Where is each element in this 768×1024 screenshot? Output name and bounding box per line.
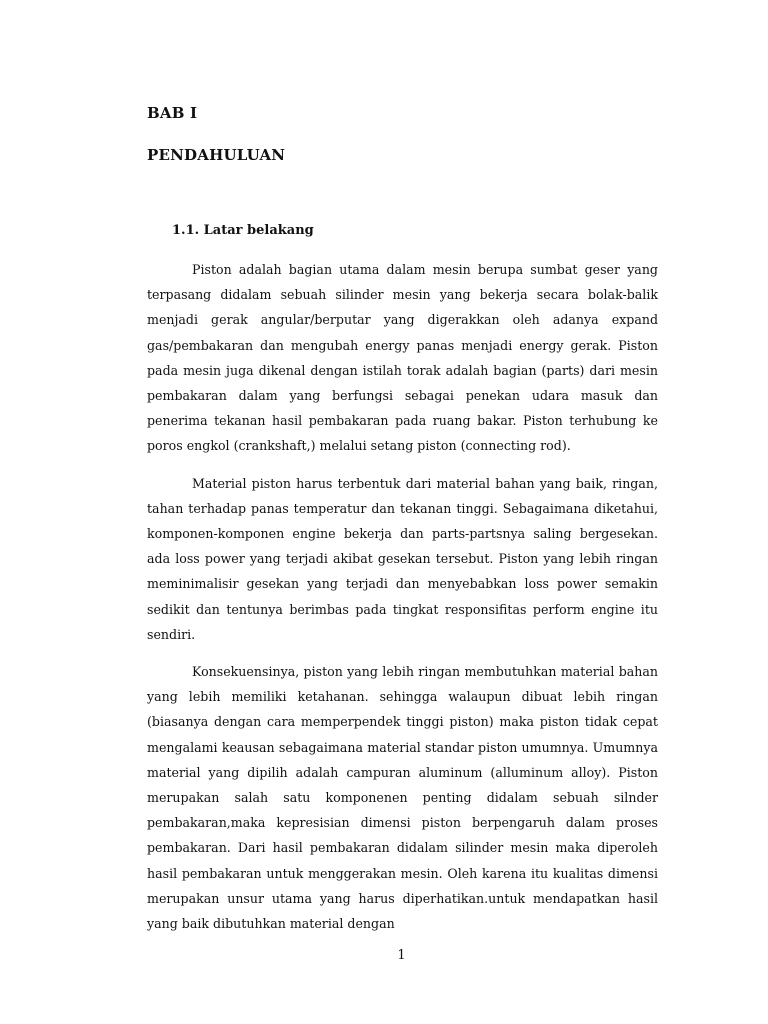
paragraph-piston-material: Material piston harus terbentuk dari material bahan yang baik, ringan, tahan terhadap panas temperatur dan tekanan tinggi. Sebagaimana diketahui, komponen-komponen engine bekerja dan parts-partsnya saling bergesekan. ada loss power yang terjadi akibat gesekan tersebut. Piston yang lebih ringan meminimalisir gesekan yang terjadi dan menyebabkan loss power semakin sedikit dan tentunya berimbas pada tingkat responsifitas perform engine itu sendiri.	[147, 475, 658, 642]
paragraph-piston-definition: Piston adalah bagian utama dalam mesin berupa sumbat geser yang terpasang didalam sebuah silinder mesin yang bekerja secara bolak-balik menjadi gerak angular/berputar yang digerakkan oleh adanya expand gas/pembakaran dan mengubah energy panas menjadi energy gerak. Piston pada mesin juga dikenal dengan istilah torak adalah bagian (parts) dari mesin pembakaran dalam yang berfungsi sebagai penekan udara masuk dan penerima tekanan hasil pembakaran pada ruang bakar. Piston terhubung ke poros engkol (crankshaft,) melalui setang piston (connecting rod).	[147, 262, 658, 454]
chapter-title: PENDAHULUAN	[147, 146, 286, 164]
page-number: 1	[397, 948, 406, 963]
section-heading: 1.1. Latar belakang	[172, 223, 314, 238]
body-text	[147, 257, 658, 936]
chapter-label: BAB I	[147, 104, 198, 122]
paragraph-consequences: Konsekuensinya, piston yang lebih ringan membutuhkan material bahan yang lebih memiliki ketahanan. sehingga walaupun dibuat lebih ringan (biasanya dengan cara memperpendek tinggi piston) maka piston tidak cepat mengalami keausan sebagaimana material standar piston umumnya. Umumnya material yang dipilih adalah campuran aluminum (alluminum alloy). Piston merupakan salah satu komponenen penting didalam sebuah silnder pembakaran,maka kepresisian dimensi piston berpengaruh dalam proses pembakaran. Dari hasil pembakaran didalam silinder mesin maka diperoleh hasil pembakaran untuk menggerakan mesin. Oleh karena itu kualitas dimensi merupakan unsur utama yang harus diperhatikan.untuk mendapatkan hasil yang baik dibutuhkan material dengan	[147, 664, 658, 932]
